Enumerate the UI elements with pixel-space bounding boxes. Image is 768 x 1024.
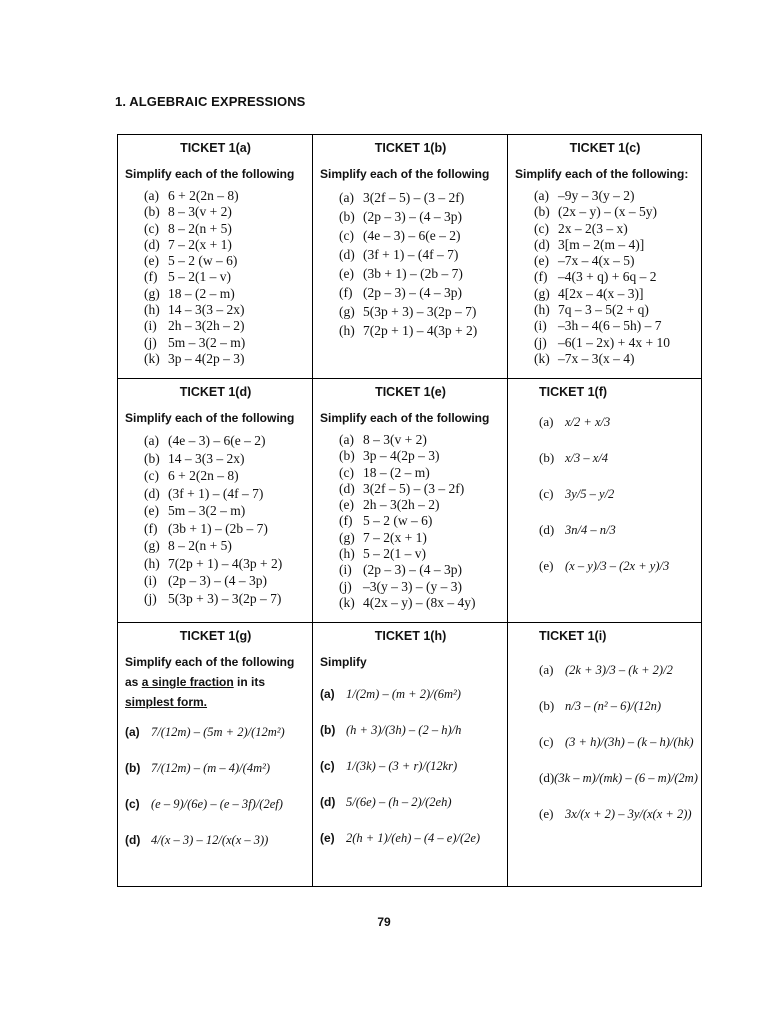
question-item: (b) 3p – 4(2p – 3) bbox=[339, 448, 440, 464]
question-item: (e) 5 – 2 (w – 6) bbox=[144, 253, 238, 269]
ticket-instruction: Simplify each of the following bbox=[320, 167, 490, 181]
ticket-instruction: Simplify bbox=[320, 655, 367, 669]
question-item: (a) x/2 + x/3 bbox=[539, 414, 611, 429]
question-item: (j) –3(y – 3) – (y – 3) bbox=[339, 578, 462, 594]
ticket-instruction: Simplify each of the following as a single fraction in its simplest form. bbox=[125, 655, 295, 709]
question-item: (a) –9y – 3(y – 2) bbox=[534, 188, 635, 203]
question-item: (c) 18 – (2 – m) bbox=[339, 464, 430, 480]
question-list bbox=[515, 188, 695, 367]
question-item: (h) 7q – 3 – 5(2 + q) bbox=[534, 302, 649, 318]
ticket-1h bbox=[313, 623, 508, 886]
question-item: (h) 7(2p + 1) – 4(3p + 2) bbox=[144, 555, 283, 571]
ticket-1b bbox=[313, 135, 508, 379]
ticket-1f bbox=[508, 379, 701, 623]
question-item: (b) (2p – 3) – (4 – 3p) bbox=[339, 209, 462, 224]
ticket-title: TICKET 1(h) bbox=[374, 629, 447, 643]
question-item: (c) 1/(3k) – (3 + r)/(12kr) bbox=[320, 758, 458, 773]
question-item: (a) 1/(2m) – (m + 2)/(6m²) bbox=[320, 686, 461, 701]
question-item: (e) –7x – 4(x – 5) bbox=[534, 253, 635, 269]
question-item: (c) 2x – 2(3 – x) bbox=[534, 220, 628, 236]
tickets-table bbox=[117, 134, 702, 887]
question-item: (a) 3(2f – 5) – (3 – 2f) bbox=[339, 190, 465, 205]
question-item: (a) 8 – 3(v + 2) bbox=[339, 432, 427, 447]
ticket-title: TICKET 1(d) bbox=[179, 385, 252, 399]
question-item: (i) –3h – 4(6 – 5h) – 7 bbox=[534, 318, 662, 334]
question-item: (f) (3b + 1) – (2b – 7) bbox=[144, 520, 268, 536]
ticket-instruction: Simplify each of the following bbox=[125, 411, 295, 425]
question-item: (b) 8 – 3(v + 2) bbox=[144, 204, 232, 220]
ticket-title: TICKET 1(b) bbox=[374, 141, 447, 155]
question-item: (b) 14 – 3(3 – 2x) bbox=[144, 450, 245, 466]
ticket-title: TICKET 1(c) bbox=[569, 141, 641, 155]
question-item: (b) n/3 – (n² – 6)/(12n) bbox=[539, 698, 662, 713]
question-item: (e) 2(h + 1)/(eh) – (4 – e)/(2e) bbox=[320, 830, 481, 845]
question-item: (d) 4/(x – 3) – 12/(x(x – 3)) bbox=[125, 832, 269, 847]
question-item: (g) 8 – 2(n + 5) bbox=[144, 538, 232, 553]
question-item: (i) (2p – 3) – (4 – 3p) bbox=[339, 562, 462, 578]
question-item: (g) 18 – (2 – m) bbox=[144, 285, 235, 301]
question-item: (a) 6 + 2(2n – 8) bbox=[144, 188, 239, 203]
ticket-instruction: Simplify each of the following bbox=[320, 411, 490, 425]
question-item: (d) 3n/4 – n/3 bbox=[539, 522, 616, 537]
question-item: (i) (2p – 3) – (4 – 3p) bbox=[144, 573, 267, 588]
question-item: (e) 5m – 3(2 – m) bbox=[144, 503, 246, 518]
question-item: (a) 7/(12m) – (5m + 2)/(12m²) bbox=[125, 724, 285, 739]
question-list bbox=[515, 404, 695, 584]
ticket-title: TICKET 1(i) bbox=[539, 629, 607, 643]
question-item: (g) 5(3p + 3) – 3(2p – 7) bbox=[339, 304, 477, 319]
question-list bbox=[125, 432, 306, 607]
question-item: (d) (3f + 1) – (4f – 7) bbox=[339, 247, 459, 262]
ticket-title: TICKET 1(g) bbox=[179, 629, 252, 643]
question-item: (g) 4[2x – 4(x – 3)] bbox=[534, 285, 644, 301]
question-item: (c) 3y/5 – y/2 bbox=[539, 486, 615, 501]
question-item: (j) 5m – 3(2 – m) bbox=[144, 334, 246, 350]
ticket-1g bbox=[118, 623, 313, 886]
question-item: (d) (3f + 1) – (4f – 7) bbox=[144, 485, 264, 501]
question-list bbox=[125, 714, 306, 858]
question-item: (a) (4e – 3) – 6(e – 2) bbox=[144, 433, 266, 448]
question-item: (i) 2h – 3(2h – 2) bbox=[144, 318, 245, 334]
question-item: (d) 5/(6e) – (h – 2)/(2eh) bbox=[320, 794, 452, 809]
ticket-instruction: Simplify each of the following bbox=[125, 167, 295, 181]
question-item: (f) (2p – 3) – (4 – 3p) bbox=[339, 285, 462, 300]
question-item: (c) (3 + h)/(3h) – (k – h)/(hk) bbox=[539, 734, 694, 749]
question-item: (j) –6(1 – 2x) + 4x + 10 bbox=[534, 334, 670, 350]
question-item: (f) 5 – 2 (w – 6) bbox=[339, 513, 433, 529]
question-item: (c) (4e – 3) – 6(e – 2) bbox=[339, 228, 461, 243]
question-list bbox=[320, 188, 501, 340]
question-item: (b) (2x – y) – (x – 5y) bbox=[534, 204, 657, 220]
ticket-title: TICKET 1(a) bbox=[180, 141, 251, 155]
ticket-title: TICKET 1(f) bbox=[539, 385, 608, 399]
question-item: (e) (3b + 1) – (2b – 7) bbox=[339, 266, 463, 281]
page-number: 79 bbox=[377, 915, 391, 929]
section-heading: 1. ALGEBRAIC EXPRESSIONS bbox=[115, 94, 306, 109]
question-item: (e) 2h – 3(2h – 2) bbox=[339, 497, 440, 513]
question-item: (c) (e – 9)/(6e) – (e – 3f)/(2ef) bbox=[125, 796, 283, 811]
question-item: (h) 14 – 3(3 – 2x) bbox=[144, 302, 245, 318]
question-item: (h) 7(2p + 1) – 4(3p + 2) bbox=[339, 323, 478, 338]
question-item: (e) (x – y)/3 – (2x + y)/3 bbox=[539, 558, 670, 573]
question-item: (k) 4(2x – y) – (8x – 4y) bbox=[339, 594, 476, 610]
question-item: (e) 3x/(x + 2) – 3y/(x(x + 2)) bbox=[539, 806, 692, 821]
question-item: (b) x/3 – x/4 bbox=[539, 450, 609, 465]
question-item: (j) 5(3p + 3) – 3(2p – 7) bbox=[144, 590, 282, 606]
ticket-1i bbox=[508, 623, 701, 886]
question-item: (b) (h + 3)/(3h) – (2 – h)/h bbox=[320, 722, 462, 737]
question-item: (d) (3k – m)/(mk) – (6 – m)/(2m) bbox=[539, 770, 698, 785]
question-item: (d) 3[m – 2(m – 4)] bbox=[534, 236, 645, 252]
question-item: (d) 7 – 2(x + 1) bbox=[144, 236, 232, 252]
ticket-1a bbox=[118, 135, 313, 379]
ticket-1d bbox=[118, 379, 313, 623]
ticket-1e bbox=[313, 379, 508, 623]
question-item: (f) 5 – 2(1 – v) bbox=[144, 269, 231, 285]
question-list bbox=[320, 676, 501, 856]
question-list bbox=[320, 432, 501, 611]
question-item: (c) 6 + 2(2n – 8) bbox=[144, 468, 239, 483]
question-item: (k) 3p – 4(2p – 3) bbox=[144, 350, 245, 366]
question-item: (g) 7 – 2(x + 1) bbox=[339, 529, 427, 545]
question-item: (f) –4(3 + q) + 6q – 2 bbox=[534, 269, 657, 285]
question-item: (a) (2k + 3)/3 – (k + 2)/2 bbox=[539, 662, 673, 677]
question-item: (c) 8 – 2(n + 5) bbox=[144, 220, 232, 236]
ticket-instruction: Simplify each of the following: bbox=[515, 167, 689, 181]
question-item: (k) –7x – 3(x – 4) bbox=[534, 350, 635, 366]
question-item: (h) 5 – 2(1 – v) bbox=[339, 546, 426, 562]
question-list bbox=[125, 188, 306, 367]
question-item: (b) 7/(12m) – (m – 4)/(4m²) bbox=[125, 760, 271, 775]
ticket-1c bbox=[508, 135, 701, 379]
question-item: (d) 3(2f – 5) – (3 – 2f) bbox=[339, 480, 465, 496]
question-list bbox=[515, 652, 698, 832]
ticket-title: TICKET 1(e) bbox=[375, 385, 446, 399]
